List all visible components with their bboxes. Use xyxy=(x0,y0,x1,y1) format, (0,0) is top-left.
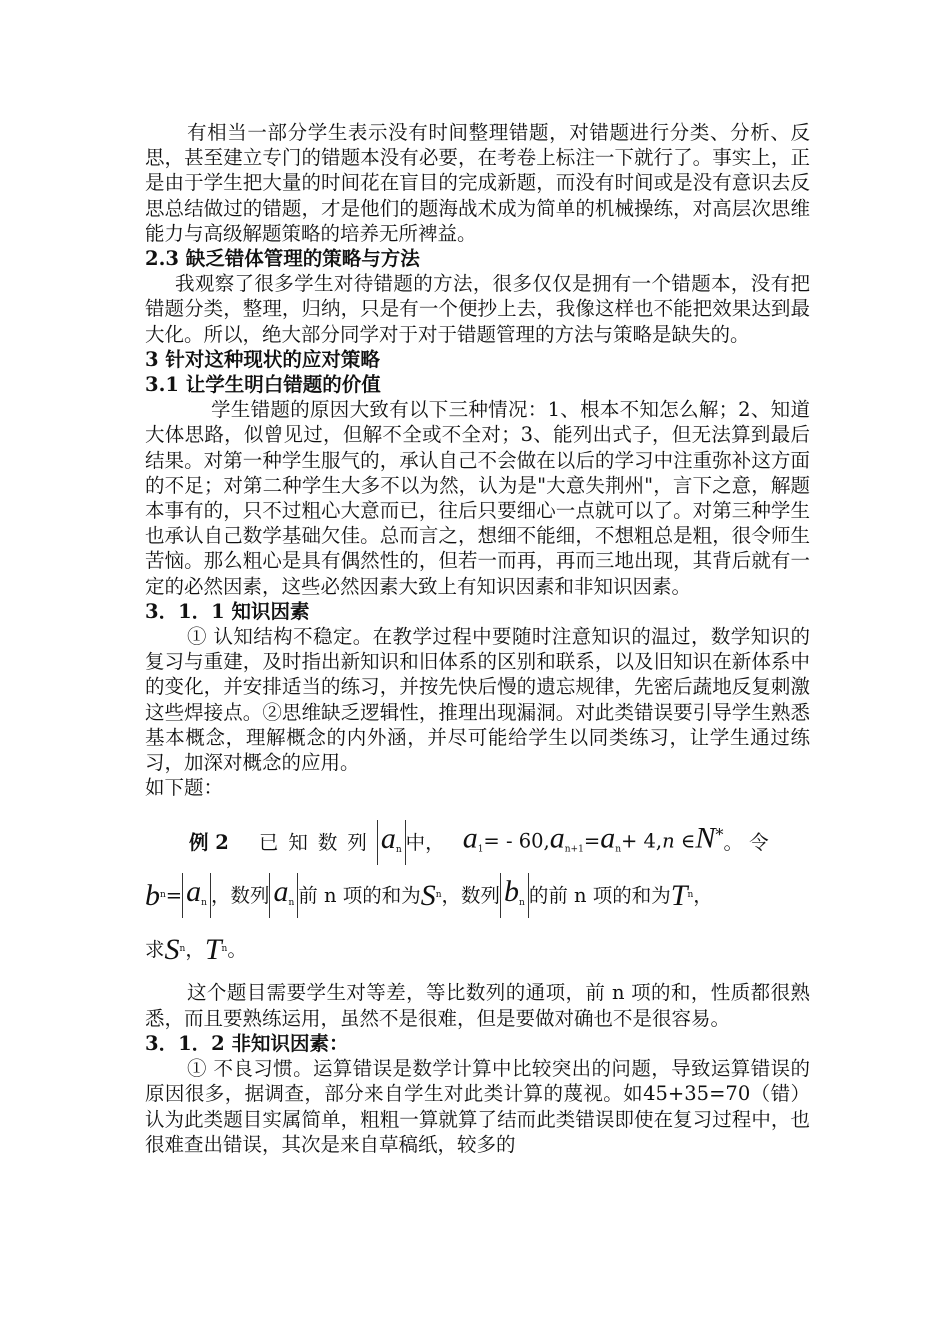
document-page xyxy=(145,120,810,1157)
formula-T: T xyxy=(670,878,688,912)
paragraph-6: ① 不良习惯。运算错误是数学计算中比较突出的问题，导致运算错误的原因很多，据调查，部分来自学生对此类计算的蔑视。如45+35=70（错）认为此类题目实属简单，粗粗一算就算了结而此类错误即使在复习过程中，也很难查出错误，其次是来自草稿纸，较多的 xyxy=(145,1057,810,1156)
heading-3-1-2: 3．1．2 非知识因素： xyxy=(145,1031,349,1055)
heading-3: 3 针对这种现状的应对策略 xyxy=(145,347,380,371)
formula-condition: $a_1= - 60,a_{n+1}=a_n+ 4,n$ ∈N* xyxy=(462,821,724,855)
example-text-zhong: 中， xyxy=(405,830,445,854)
paragraph-2: 我观察了很多学生对待错题的方法，很多仅仅是拥有一个错题本，没有把错题分类，整理，归纳，只是有一个便抄上去，我像这样也不能把效果达到最大化。所以，绝大部分同学对于对于错题管理的方法与策略是缺失的。 xyxy=(145,272,810,346)
example-line-3: 求 S n ， T n 。 xyxy=(145,932,247,966)
paragraph-5: 这个题目需要学生对等差，等比数列的通项，前 n 项的和，性质都很熟悉，而且要熟练运用，虽然不是很难，但是要做对确也不是很容易。 xyxy=(145,981,810,1030)
heading-3-1-1: 3．1．1 知识因素 xyxy=(145,599,310,623)
example-text-ling: 。 令 xyxy=(723,830,769,854)
example-text-sum-1: 前 n 项的和为 xyxy=(298,883,421,907)
paragraph-4b: 如下题： xyxy=(145,776,224,800)
example-label: 例 2 xyxy=(189,830,229,854)
example-text-known: 已知数列 xyxy=(258,830,377,854)
abs-b-n: $b_n$ xyxy=(500,873,529,918)
example-text-shulie-2: ，数列 xyxy=(441,883,501,907)
example-text-shulie-1: ，数列 xyxy=(210,883,270,907)
abs-a-n: $a_n$ xyxy=(377,820,406,865)
heading-2-3: 2.3 缺乏错体管理的策略与方法 xyxy=(145,247,420,271)
abs-a-n-2: $a_n$ xyxy=(182,873,211,918)
example-text-qiu: 求 xyxy=(145,937,165,961)
formula-S: S xyxy=(420,878,436,912)
example-line-1 xyxy=(145,818,810,866)
heading-3-1: 3.1 让学生明白错题的价值 xyxy=(145,373,381,397)
paragraph-4: ① 认知结构不稳定。在教学过程中要随时注意知识的温过，数学知识的复习与重建，及时指出新知识和旧体系的区别和联系，以及旧知识在新体系中的变化，并安排适当的练习，并按先快后慢的遗忘规律，先密后蔬地反复刺激这些焊接点。②思维缺乏逻辑性，推理出现漏洞。对此类错误要引导学生熟悉基本概念，理解概念的内外涵，并尽可能给学生以同类练习，让学生通过练习，加深对概念的应用。 xyxy=(145,625,810,775)
abs-a-n-3: $a_n$ xyxy=(269,873,298,918)
example-text-sum-2: 的前 n 项的和为 xyxy=(528,883,671,907)
paragraph-1: 有相当一部分学生表示没有时间整理错题，对错题进行分类、分析、反思，甚至建立专门的错题本没有必要，在考卷上标注一下就行了。事实上，正是由于学生把大量的时间花在盲目的完成新题，而没有时间或是没有意识去反思总结做过的错题，才是他们的题海战术成为简单的机械操练，对高层次思维能力与高级解题策略的培养无所裨益。 xyxy=(145,121,810,245)
formula-b: b xyxy=(145,878,160,912)
example-line-2: b n = $a_n$ ，数列 $a_n$ 前 n 项的和为 S n ，数列 $b_n$ 的前 n 项的和为 T n ， xyxy=(145,866,810,924)
paragraph-3: 学生错题的原因大致有以下三种情况：1、根本不知怎么解；2、知道大体思路，似曾见过，但解不全或不全对；3、能列出式子，但无法算到最后结果。对第一种学生服气的，承认自己不会做在以后的学习中注重弥补这方面的不足；对第二种学生大多不以为然，认为是"大意失荆州"，言下之意，解题本事有的，只不过粗心大意而已，往后只要细心一点就可以了。对第三种学生也承认自己数学基础欠佳。总而言之，想细不能细，不想粗总是粗，很令师生苦恼。那么粗心是具有偶然性的，但若一而再，再而三地出现，其背后就有一定的必然因素，这些必然因素大致上有知识因素和非知识因素。 xyxy=(145,398,810,598)
